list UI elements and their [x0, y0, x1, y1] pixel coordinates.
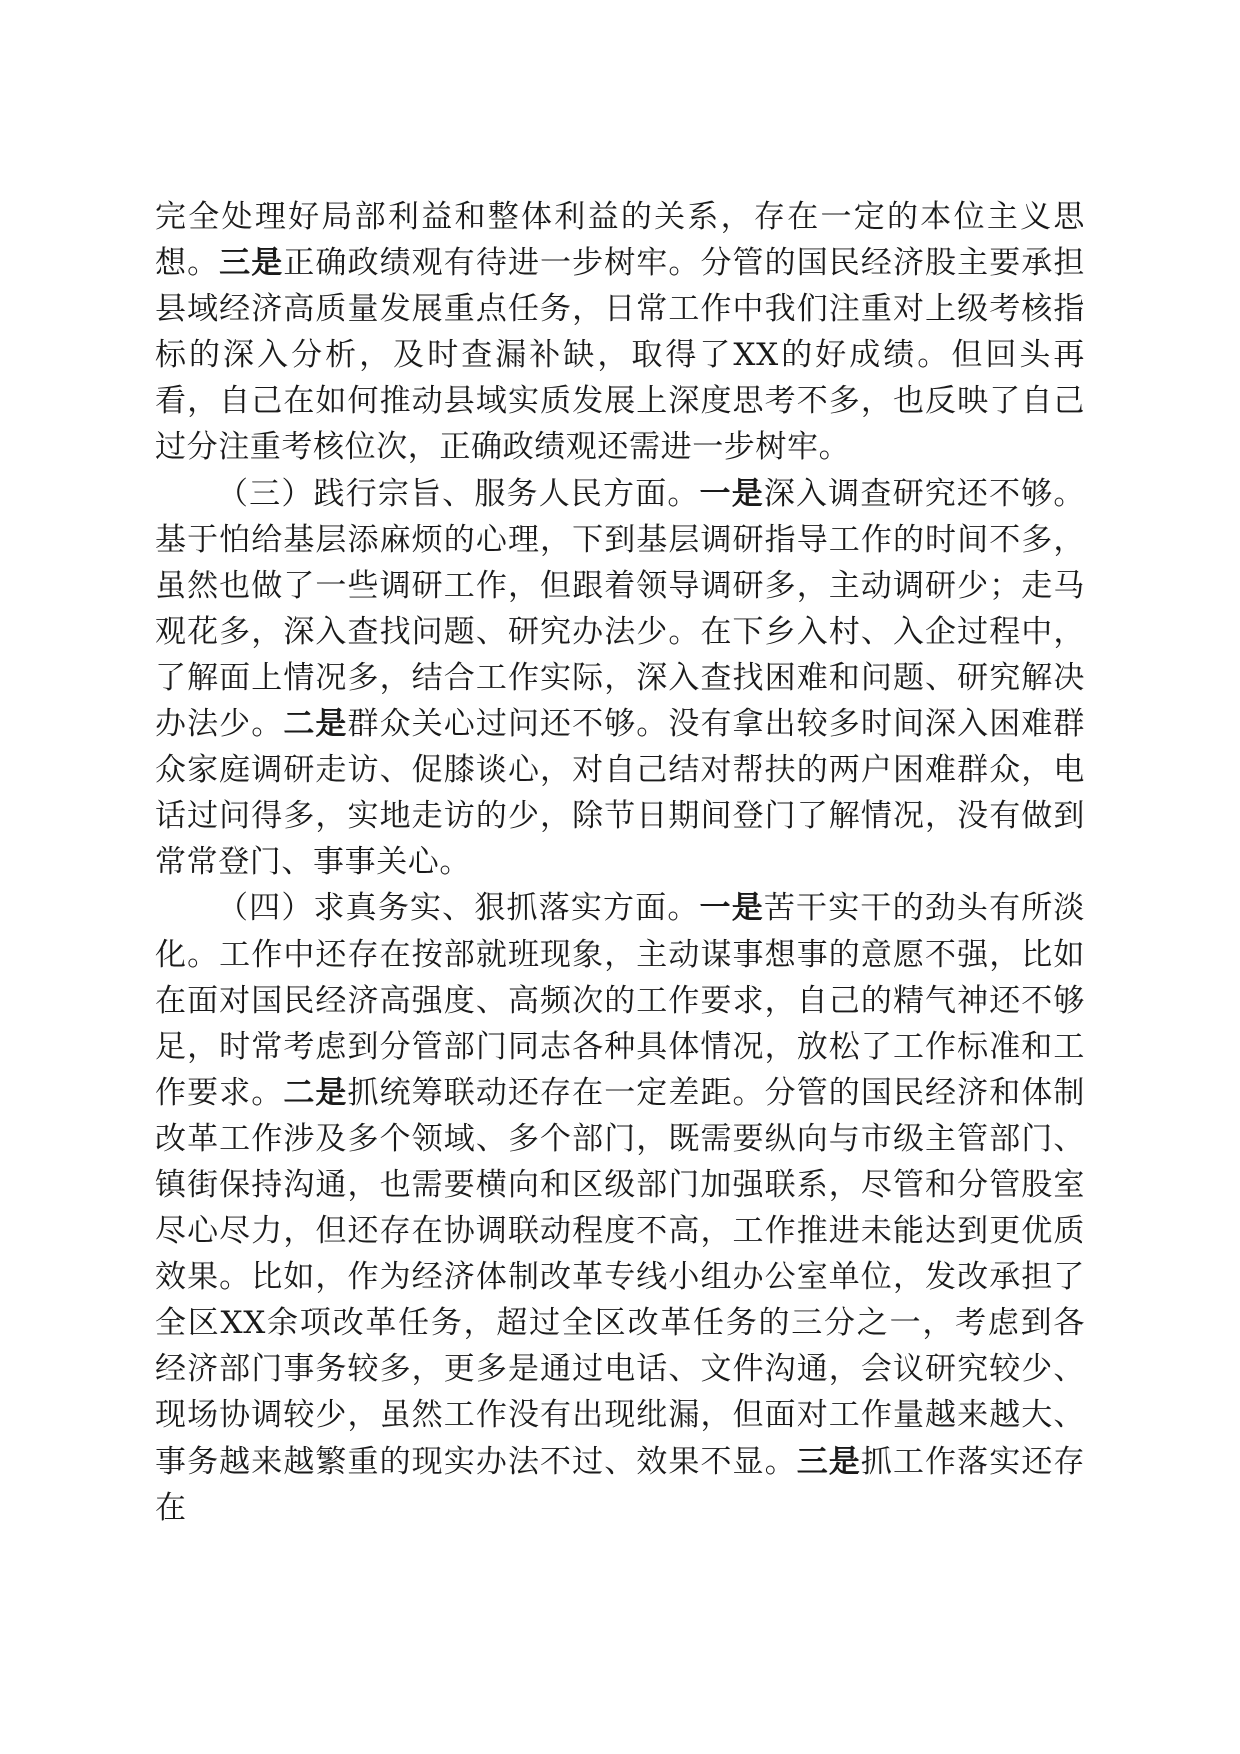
paragraph-2-text: 深入调查研究还不够。基于怕给基层添麻烦的心理，下到基层调研指导工作的时间不多，虽然也做了一些调研工作，但跟着领导调研多，主动调研少；走马观花多，深入查找问题、研究办法少。在下乡入村、入企过程中，了解面上情况多，结合工作实际，深入查找困难和问题、研究解决办法少。	[155, 475, 1086, 743]
document-body	[155, 194, 1085, 1531]
paragraph-3-emphasis: 三是	[796, 1443, 861, 1480]
paragraph-3	[155, 885, 1085, 1530]
paragraph-1-text: 正确政绩观有待进一步树牢。分管的国民经济股主要承担县域经济高质量发展重点任务，日常工作中我们注重对上级考核指标的深入分析，及时查漏补缺，取得了XX的好成绩。但回头再看，自己在如何推动县域实质发展上深度思考不多，也反映了自己过分注重考核位次，正确政绩观还需进一步树牢。	[155, 245, 1085, 466]
paragraph-3-text: 苦干实干的劲头有所淡化。工作中还存在按部就班现象，主动谋事想事的意愿不强，比如在面对国民经济高强度、高频次的工作要求，自己的精气神还不够足，时常考虑到分管部门同志各种具体情况，放松了工作标准和工作要求。	[155, 890, 1086, 1111]
paragraph-2-emphasis: 二是	[283, 706, 348, 743]
section-heading: （三）践行宗旨、服务人民方面。	[217, 475, 700, 512]
paragraph-2-emphasis: 一是	[699, 475, 764, 512]
paragraph-1-emphasis: 三是	[219, 245, 284, 282]
paragraph-3-text: 抓工作落实还存在	[155, 1443, 1086, 1526]
paragraph-1-text: 完全处理好局部利益和整体利益的关系，存在一定的本位主义思想。	[155, 199, 1085, 282]
paragraph-3-emphasis: 一是	[699, 890, 764, 927]
paragraph-3-text: 抓统筹联动还存在一定差距。分管的国民经济和体制改革工作涉及多个领域、多个部门，既需要纵向与市级主管部门、镇街保持沟通，也需要横向和区级部门加强联系，尽管和分管股室尽心尽力，但还存在协调联动程度不高，工作推进未能达到更优质效果。比如，作为经济体制改革专线小组办公室单位，发改承担了全区XX余项改革任务，超过全区改革任务的三分之一，考虑到各经济部门事务较多，更多是通过电话、文件沟通，会议研究较少、现场协调较少，虽然工作没有出现纰漏，但面对工作量越来越大、事务越来越繁重的现实办法不过、效果不显。	[155, 1074, 1085, 1480]
paragraph-1	[155, 194, 1085, 471]
section-heading: （四）求真务实、狠抓落实方面。	[217, 890, 700, 927]
paragraph-2-text: 群众关心过问还不够。没有拿出较多时间深入困难群众家庭调研走访、促膝谈心，对自己结对帮扶的两户困难群众，电话过问得多，实地走访的少，除节日期间登门了解情况，没有做到常常登门、事事关心。	[155, 706, 1085, 881]
paragraph-2	[155, 471, 1085, 886]
paragraph-3-emphasis: 二是	[283, 1074, 348, 1111]
